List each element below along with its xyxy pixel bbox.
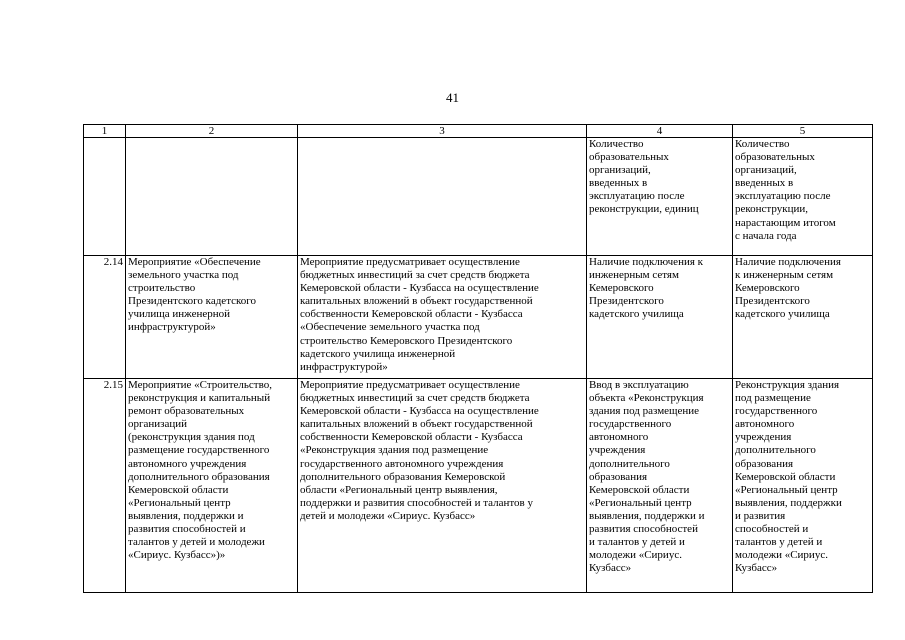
cell-text-line: организаций,: [735, 164, 797, 177]
cell-text-line: собственности Кемеровской области - Кузбасса: [300, 431, 523, 444]
cell-measure-name: [126, 256, 298, 379]
cell-text-line: кадетского училища: [589, 308, 684, 321]
cell-text-line: «Реконструкция здания под размещение: [300, 444, 489, 457]
cell-text-line: талантов у детей и: [735, 536, 823, 549]
cell-text-line: строительство Кемеровского Президентского: [300, 334, 513, 347]
cell-text-line: образования: [735, 457, 794, 470]
cell-text-line: развития способностей: [589, 523, 698, 536]
cell-text-line: детей и молодежи «Сириус. Кузбасс»: [300, 509, 476, 522]
cell-text-line: бюджетных инвестиций за счет средств бюджета: [300, 392, 530, 405]
cell-text-line: под размещение: [735, 392, 811, 405]
cell-text-line: Мероприятие «Строительство,: [128, 379, 272, 391]
cell-text-line: Кемеровской области: [128, 483, 229, 496]
page-number: 41: [446, 90, 459, 105]
cell-text-line: Наличие подключения: [735, 256, 841, 268]
cell-text-line: талантов у детей и молодежи: [128, 536, 265, 549]
cell-number: 2.15: [84, 379, 126, 593]
cell-text-line: «Региональный центр: [735, 483, 838, 496]
cell-text-line: введенных в: [589, 177, 648, 190]
cell-text-line: Кемеровского: [589, 282, 654, 295]
cell-text-line: образования: [589, 470, 648, 483]
table-row-continuation: [84, 138, 873, 256]
cell-text-line: организаций: [128, 418, 188, 431]
cell-text-line: Реконструкция здания: [735, 379, 840, 391]
cell-description: [298, 379, 587, 593]
table-header-row: [84, 125, 873, 138]
cell-text-line: дополнительного: [589, 457, 670, 470]
cell-text-line: выявления, поддержки: [735, 496, 842, 509]
cell-text-line: государственного автономного учреждения: [300, 457, 504, 470]
table-row: [84, 256, 873, 379]
cell-text-line: учреждения: [589, 444, 646, 457]
cell-measure-name: [126, 138, 298, 256]
cell-text-line: нарастающим итогом: [735, 216, 836, 229]
cell-text-line: «Сириус. Кузбасс»)»: [128, 549, 226, 562]
cell-text-line: капитальных вложений в объект государственной: [300, 295, 533, 308]
cell-text-line: Мероприятие предусматривает осуществление: [300, 379, 520, 391]
header-cell: 3: [298, 125, 587, 138]
cell-text-line: Мероприятие «Обеспечение: [128, 256, 261, 268]
cell-text-line: размещение государственного: [128, 444, 270, 457]
cell-text-line: эксплуатацию после: [735, 190, 831, 203]
cell-text-line: объекта «Реконструкция: [589, 392, 704, 405]
cell-text-line: ремонт образовательных: [128, 405, 245, 418]
cell-text-line: и развития: [735, 509, 786, 522]
cell-text-line: Кемеровской области - Кузбасса на осуществление: [300, 282, 539, 295]
cell-indicator: [587, 256, 733, 379]
cell-text-line: автономного: [735, 418, 795, 431]
cell-text-line: образовательных: [589, 151, 669, 164]
cell-text-line: «Обеспечение земельного участка под: [300, 321, 480, 334]
cell-text-line: Количество: [589, 138, 644, 150]
cell-text-line: организаций,: [589, 164, 651, 177]
cell-description: [298, 256, 587, 379]
cell-text-line: способностей и: [735, 523, 809, 536]
cell-text-line: эксплуатацию после: [589, 190, 685, 203]
cell-text-line: Кемеровской области: [589, 483, 690, 496]
cell-text-line: выявления, поддержки и: [589, 509, 705, 522]
cell-text-line: инфраструктурой»: [300, 360, 388, 373]
cell-text-line: образовательных: [735, 151, 815, 164]
cell-text-line: Кемеровской области - Кузбасса на осуществление: [300, 405, 539, 418]
cell-text-line: реконструкция и капитальный: [128, 392, 271, 405]
header-cell: 4: [587, 125, 733, 138]
cell-text-line: (реконструкция здания под: [128, 431, 255, 444]
cell-measure-name: [126, 379, 298, 593]
cell-text-line: Президентского кадетского: [128, 295, 257, 308]
cell-description: [298, 138, 587, 256]
cell-text-line: Кемеровской области: [735, 470, 836, 483]
cell-result: [733, 379, 873, 593]
cell-text-line: кадетского училища инженерной: [300, 347, 456, 360]
cell-text-line: дополнительного образования Кемеровской: [300, 470, 506, 483]
cell-text-line: Президентского: [735, 295, 810, 308]
cell-indicator: [587, 138, 733, 256]
cell-text-line: к инженерным сетям: [735, 269, 834, 282]
cell-text-line: молодежи «Сириус.: [589, 549, 682, 562]
cell-text-line: с начала года: [735, 229, 797, 242]
cell-text-line: строительство: [128, 282, 196, 295]
cell-text-line: реконструкции,: [735, 203, 808, 216]
cell-text-line: молодежи «Сириус.: [735, 549, 828, 562]
cell-text-line: Кемеровского: [735, 282, 800, 295]
cell-text-line: здания под размещение: [589, 405, 700, 418]
cell-text-line: реконструкции, единиц: [589, 203, 699, 216]
cell-indicator: [587, 379, 733, 593]
cell-text-line: собственности Кемеровской области - Кузбасса: [300, 308, 523, 321]
header-cell: 5: [733, 125, 873, 138]
cell-text-line: «Региональный центр: [589, 496, 692, 509]
cell-text-line: выявления, поддержки и: [128, 509, 244, 522]
cell-text-line: Президентского: [589, 295, 664, 308]
cell-text-line: земельного участка под: [128, 269, 239, 282]
cell-text-line: кадетского училища: [735, 308, 830, 321]
cell-text-line: области «Региональный центр выявления,: [300, 483, 498, 496]
measures-table: [83, 124, 873, 593]
cell-text-line: введенных в: [735, 177, 794, 190]
cell-text-line: учреждения: [735, 431, 792, 444]
cell-text-line: Количество: [735, 138, 790, 150]
cell-text-line: Кузбасс»: [589, 562, 632, 575]
cell-text-line: «Региональный центр: [128, 496, 231, 509]
cell-text-line: Мероприятие предусматривает осуществление: [300, 256, 520, 268]
cell-text-line: бюджетных инвестиций за счет средств бюджета: [300, 269, 530, 282]
cell-result: [733, 256, 873, 379]
cell-text-line: дополнительного образования: [128, 470, 270, 483]
cell-text-line: инженерным сетям: [589, 269, 679, 282]
cell-number: [84, 138, 126, 256]
table-row: [84, 379, 873, 593]
cell-text-line: дополнительного: [735, 444, 816, 457]
cell-text-line: и талантов у детей и: [589, 536, 685, 549]
cell-text-line: автономного: [589, 431, 649, 444]
cell-text-line: Ввод в эксплуатацию: [589, 379, 689, 391]
cell-text-line: училища инженерной: [128, 308, 231, 321]
cell-text-line: государственного: [735, 405, 818, 418]
cell-text-line: Наличие подключения к: [589, 256, 703, 268]
header-cell: 2: [126, 125, 298, 138]
cell-text-line: государственного: [589, 418, 672, 431]
cell-text-line: поддержки и развития способностей и талантов у: [300, 496, 533, 509]
cell-text-line: инфраструктурой»: [128, 321, 216, 334]
cell-text-line: автономного учреждения: [128, 457, 247, 470]
cell-text-line: Кузбасс»: [735, 562, 778, 575]
cell-text-line: капитальных вложений в объект государственной: [300, 418, 533, 431]
cell-number: 2.14: [84, 256, 126, 379]
cell-result: [733, 138, 873, 256]
cell-text-line: развития способностей и: [128, 523, 246, 536]
header-cell: 1: [84, 125, 126, 138]
